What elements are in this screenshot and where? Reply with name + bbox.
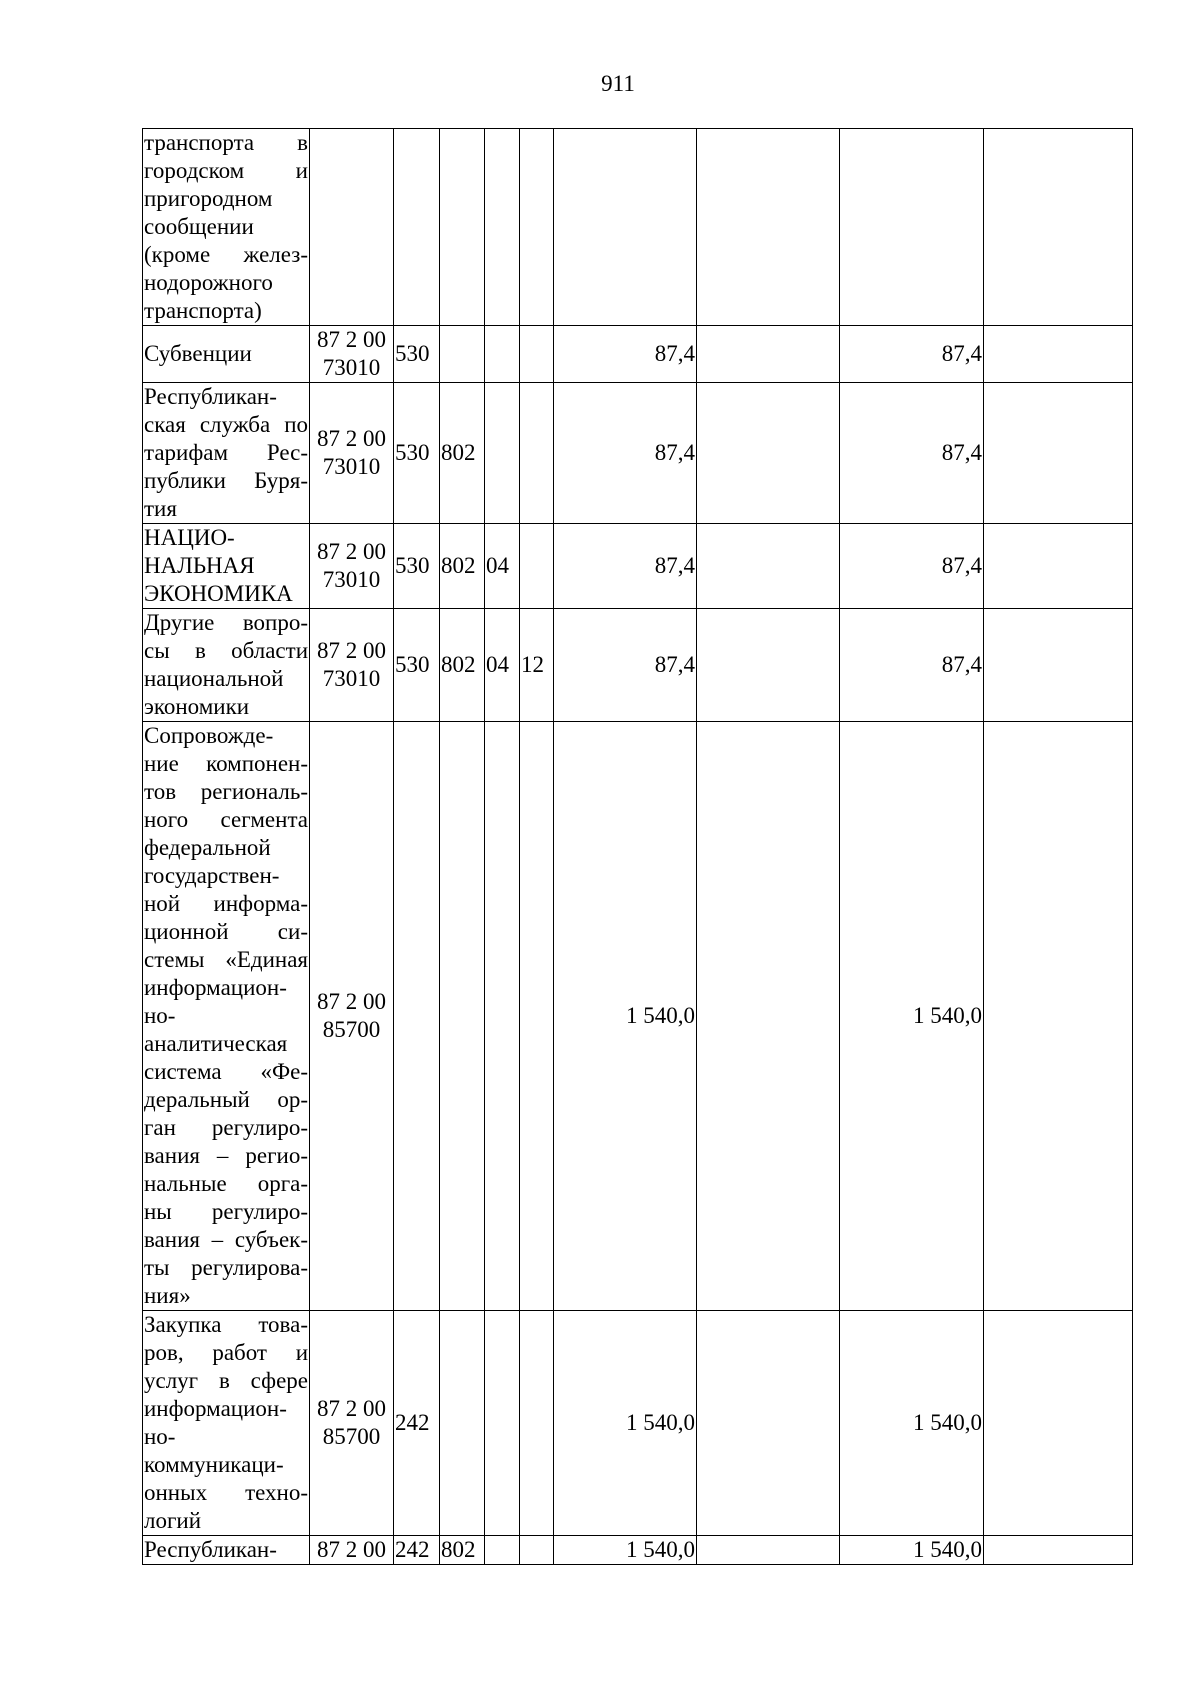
target-article-line: 87 2 00 (317, 989, 386, 1014)
cell-subsection (520, 1311, 554, 1536)
table-row (143, 1536, 1133, 1565)
item-name-line: ние компонен- (144, 751, 308, 776)
item-name-line: федеральной (144, 835, 271, 860)
item-name-line: экономики (144, 694, 250, 719)
item-name-line: вания – субъек- (144, 1227, 308, 1252)
cell-target-article (310, 129, 394, 326)
item-name-line: ной информа- (144, 891, 308, 916)
cell-item-name (143, 1536, 310, 1565)
cell-amount-3: 87,4 (840, 326, 984, 383)
target-article-line: 87 2 00 (317, 426, 386, 451)
item-name-line: стемы «Единая (144, 947, 308, 972)
table-body (143, 129, 1133, 1565)
cell-amount-2 (697, 609, 840, 722)
cell-expense-type: 530 (394, 326, 440, 383)
item-name-line: Субвенции (144, 341, 252, 366)
cell-amount-2 (697, 1536, 840, 1565)
target-article-line: 73010 (322, 666, 381, 691)
table-row (143, 326, 1133, 383)
cell-subsection (520, 326, 554, 383)
cell-amount-1: 87,4 (554, 524, 697, 609)
item-name-line: логий (144, 1508, 202, 1533)
cell-amount-4 (984, 524, 1133, 609)
cell-amount-3 (840, 129, 984, 326)
cell-subsection (520, 129, 554, 326)
item-name-line: государствен- (144, 863, 280, 888)
cell-amount-2 (697, 129, 840, 326)
cell-administrator-code (440, 129, 485, 326)
item-name-line: ны регулиро- (144, 1199, 308, 1224)
item-name-line: ния» (144, 1283, 191, 1308)
cell-amount-4 (984, 129, 1133, 326)
cell-section (485, 1536, 520, 1565)
cell-amount-3: 1 540,0 (840, 1536, 984, 1565)
cell-item-name (143, 383, 310, 524)
item-name-line: но- (144, 1003, 176, 1028)
item-name-line: ЭКОНОМИКА (144, 581, 293, 606)
target-article-line: 85700 (322, 1424, 381, 1449)
table-row (143, 129, 1133, 326)
item-name-line: тия (144, 496, 177, 521)
item-name-line: публики Буря- (144, 468, 308, 493)
cell-administrator-code (440, 722, 485, 1311)
target-article-line: 87 2 00 (317, 638, 386, 663)
cell-amount-4 (984, 609, 1133, 722)
cell-expense-type: 530 (394, 609, 440, 722)
page-number: 911 (601, 71, 635, 96)
cell-amount-1: 87,4 (554, 383, 697, 524)
cell-amount-1: 1 540,0 (554, 1311, 697, 1536)
cell-subsection (520, 383, 554, 524)
item-name-line: ционной си- (144, 919, 308, 944)
item-name-line: сы в области (144, 638, 308, 663)
cell-amount-4 (984, 722, 1133, 1311)
cell-item-name (143, 326, 310, 383)
cell-amount-3: 1 540,0 (840, 722, 984, 1311)
cell-amount-4 (984, 1311, 1133, 1536)
cell-target-article (310, 524, 394, 609)
cell-amount-3: 87,4 (840, 609, 984, 722)
cell-section (485, 326, 520, 383)
item-name-line: но- (144, 1424, 176, 1449)
item-name-line: вания – регио- (144, 1143, 308, 1168)
cell-item-name (143, 524, 310, 609)
target-article-line: 73010 (322, 567, 381, 592)
target-article-line: 87 2 00 (317, 539, 386, 564)
cell-administrator-code (440, 1311, 485, 1536)
cell-expense-type (394, 722, 440, 1311)
cell-section (485, 383, 520, 524)
item-name-line: ская служба по (144, 412, 308, 437)
item-name-line: система «Фе- (144, 1059, 308, 1084)
item-name-line: информацион- (144, 1396, 287, 1421)
cell-target-article (310, 326, 394, 383)
cell-administrator-code: 802 (440, 609, 485, 722)
item-name-line: пригородном (144, 186, 273, 211)
item-name-line: коммуникаци- (144, 1452, 284, 1477)
item-name-line: городском и (144, 158, 308, 183)
cell-section: 04 (485, 609, 520, 722)
cell-expense-type: 242 (394, 1536, 440, 1565)
cell-expense-type: 530 (394, 383, 440, 524)
cell-amount-2 (697, 383, 840, 524)
cell-administrator-code (440, 326, 485, 383)
cell-amount-4 (984, 1536, 1133, 1565)
cell-amount-2 (697, 524, 840, 609)
cell-administrator-code: 802 (440, 383, 485, 524)
cell-amount-1: 1 540,0 (554, 1536, 697, 1565)
table-row (143, 383, 1133, 524)
target-article-line: 73010 (322, 454, 381, 479)
budget-table (142, 128, 1133, 1565)
cell-target-article (310, 722, 394, 1311)
item-name-line: тов региональ- (144, 779, 308, 804)
cell-section (485, 722, 520, 1311)
item-name-line: Закупка това- (144, 1312, 308, 1337)
table-row (143, 722, 1133, 1311)
cell-subsection (520, 722, 554, 1311)
cell-amount-1: 87,4 (554, 609, 697, 722)
cell-amount-2 (697, 326, 840, 383)
item-name-line: нодорожного (144, 270, 273, 295)
cell-amount-3: 87,4 (840, 524, 984, 609)
item-name-line: онных техно- (144, 1480, 308, 1505)
cell-target-article (310, 1311, 394, 1536)
cell-administrator-code: 802 (440, 524, 485, 609)
target-article-line: 87 2 00 (317, 1396, 386, 1421)
cell-administrator-code: 802 (440, 1536, 485, 1565)
item-name-line: ного сегмента (144, 807, 308, 832)
table-row (143, 524, 1133, 609)
cell-item-name (143, 722, 310, 1311)
item-name-line: НАЛЬНАЯ (144, 553, 255, 578)
target-article-line: 85700 (322, 1017, 381, 1042)
item-name-line: ты регулирова- (144, 1255, 308, 1280)
item-name-line: информацион- (144, 975, 287, 1000)
cell-amount-1: 87,4 (554, 326, 697, 383)
cell-amount-3: 1 540,0 (840, 1311, 984, 1536)
cell-expense-type (394, 129, 440, 326)
item-name-line: нальные орга- (144, 1171, 308, 1196)
target-article-line: 73010 (322, 355, 381, 380)
item-name-line: Сопровожде- (144, 723, 274, 748)
cell-amount-4 (984, 326, 1133, 383)
target-article-line: 87 2 00 (317, 1537, 386, 1562)
cell-amount-3: 87,4 (840, 383, 984, 524)
item-name-line: услуг в сфере (144, 1368, 308, 1393)
cell-section (485, 1311, 520, 1536)
target-article-line: 87 2 00 (317, 327, 386, 352)
cell-section (485, 129, 520, 326)
cell-amount-1 (554, 129, 697, 326)
cell-expense-type: 530 (394, 524, 440, 609)
cell-expense-type: 242 (394, 1311, 440, 1536)
item-name-line: аналитическая (144, 1031, 288, 1056)
item-name-line: тарифам Рес- (144, 440, 308, 465)
cell-item-name (143, 1311, 310, 1536)
cell-amount-1: 1 540,0 (554, 722, 697, 1311)
cell-amount-2 (697, 1311, 840, 1536)
item-name-line: деральный ор- (144, 1087, 308, 1112)
item-name-line: НАЦИО- (144, 525, 235, 550)
cell-subsection (520, 1536, 554, 1565)
cell-amount-2 (697, 722, 840, 1311)
table-row (143, 609, 1133, 722)
item-name-line: Другие вопро- (144, 610, 308, 635)
item-name-line: ров, работ и (144, 1340, 308, 1365)
item-name-line: транспорта в (144, 130, 308, 155)
item-name-line: ган регулиро- (144, 1115, 308, 1140)
item-name-line: Республикан- (144, 1537, 277, 1562)
cell-item-name (143, 609, 310, 722)
cell-target-article (310, 609, 394, 722)
item-name-line: (кроме желез- (144, 242, 308, 267)
cell-amount-4 (984, 383, 1133, 524)
cell-target-article (310, 1536, 394, 1565)
cell-subsection: 12 (520, 609, 554, 722)
cell-subsection (520, 524, 554, 609)
cell-section: 04 (485, 524, 520, 609)
cell-target-article (310, 383, 394, 524)
item-name-line: Республикан- (144, 384, 277, 409)
item-name-line: сообщении (144, 214, 254, 239)
item-name-line: национальной (144, 666, 284, 691)
item-name-line: транспорта) (144, 298, 262, 323)
table-row (143, 1311, 1133, 1536)
cell-item-name (143, 129, 310, 326)
